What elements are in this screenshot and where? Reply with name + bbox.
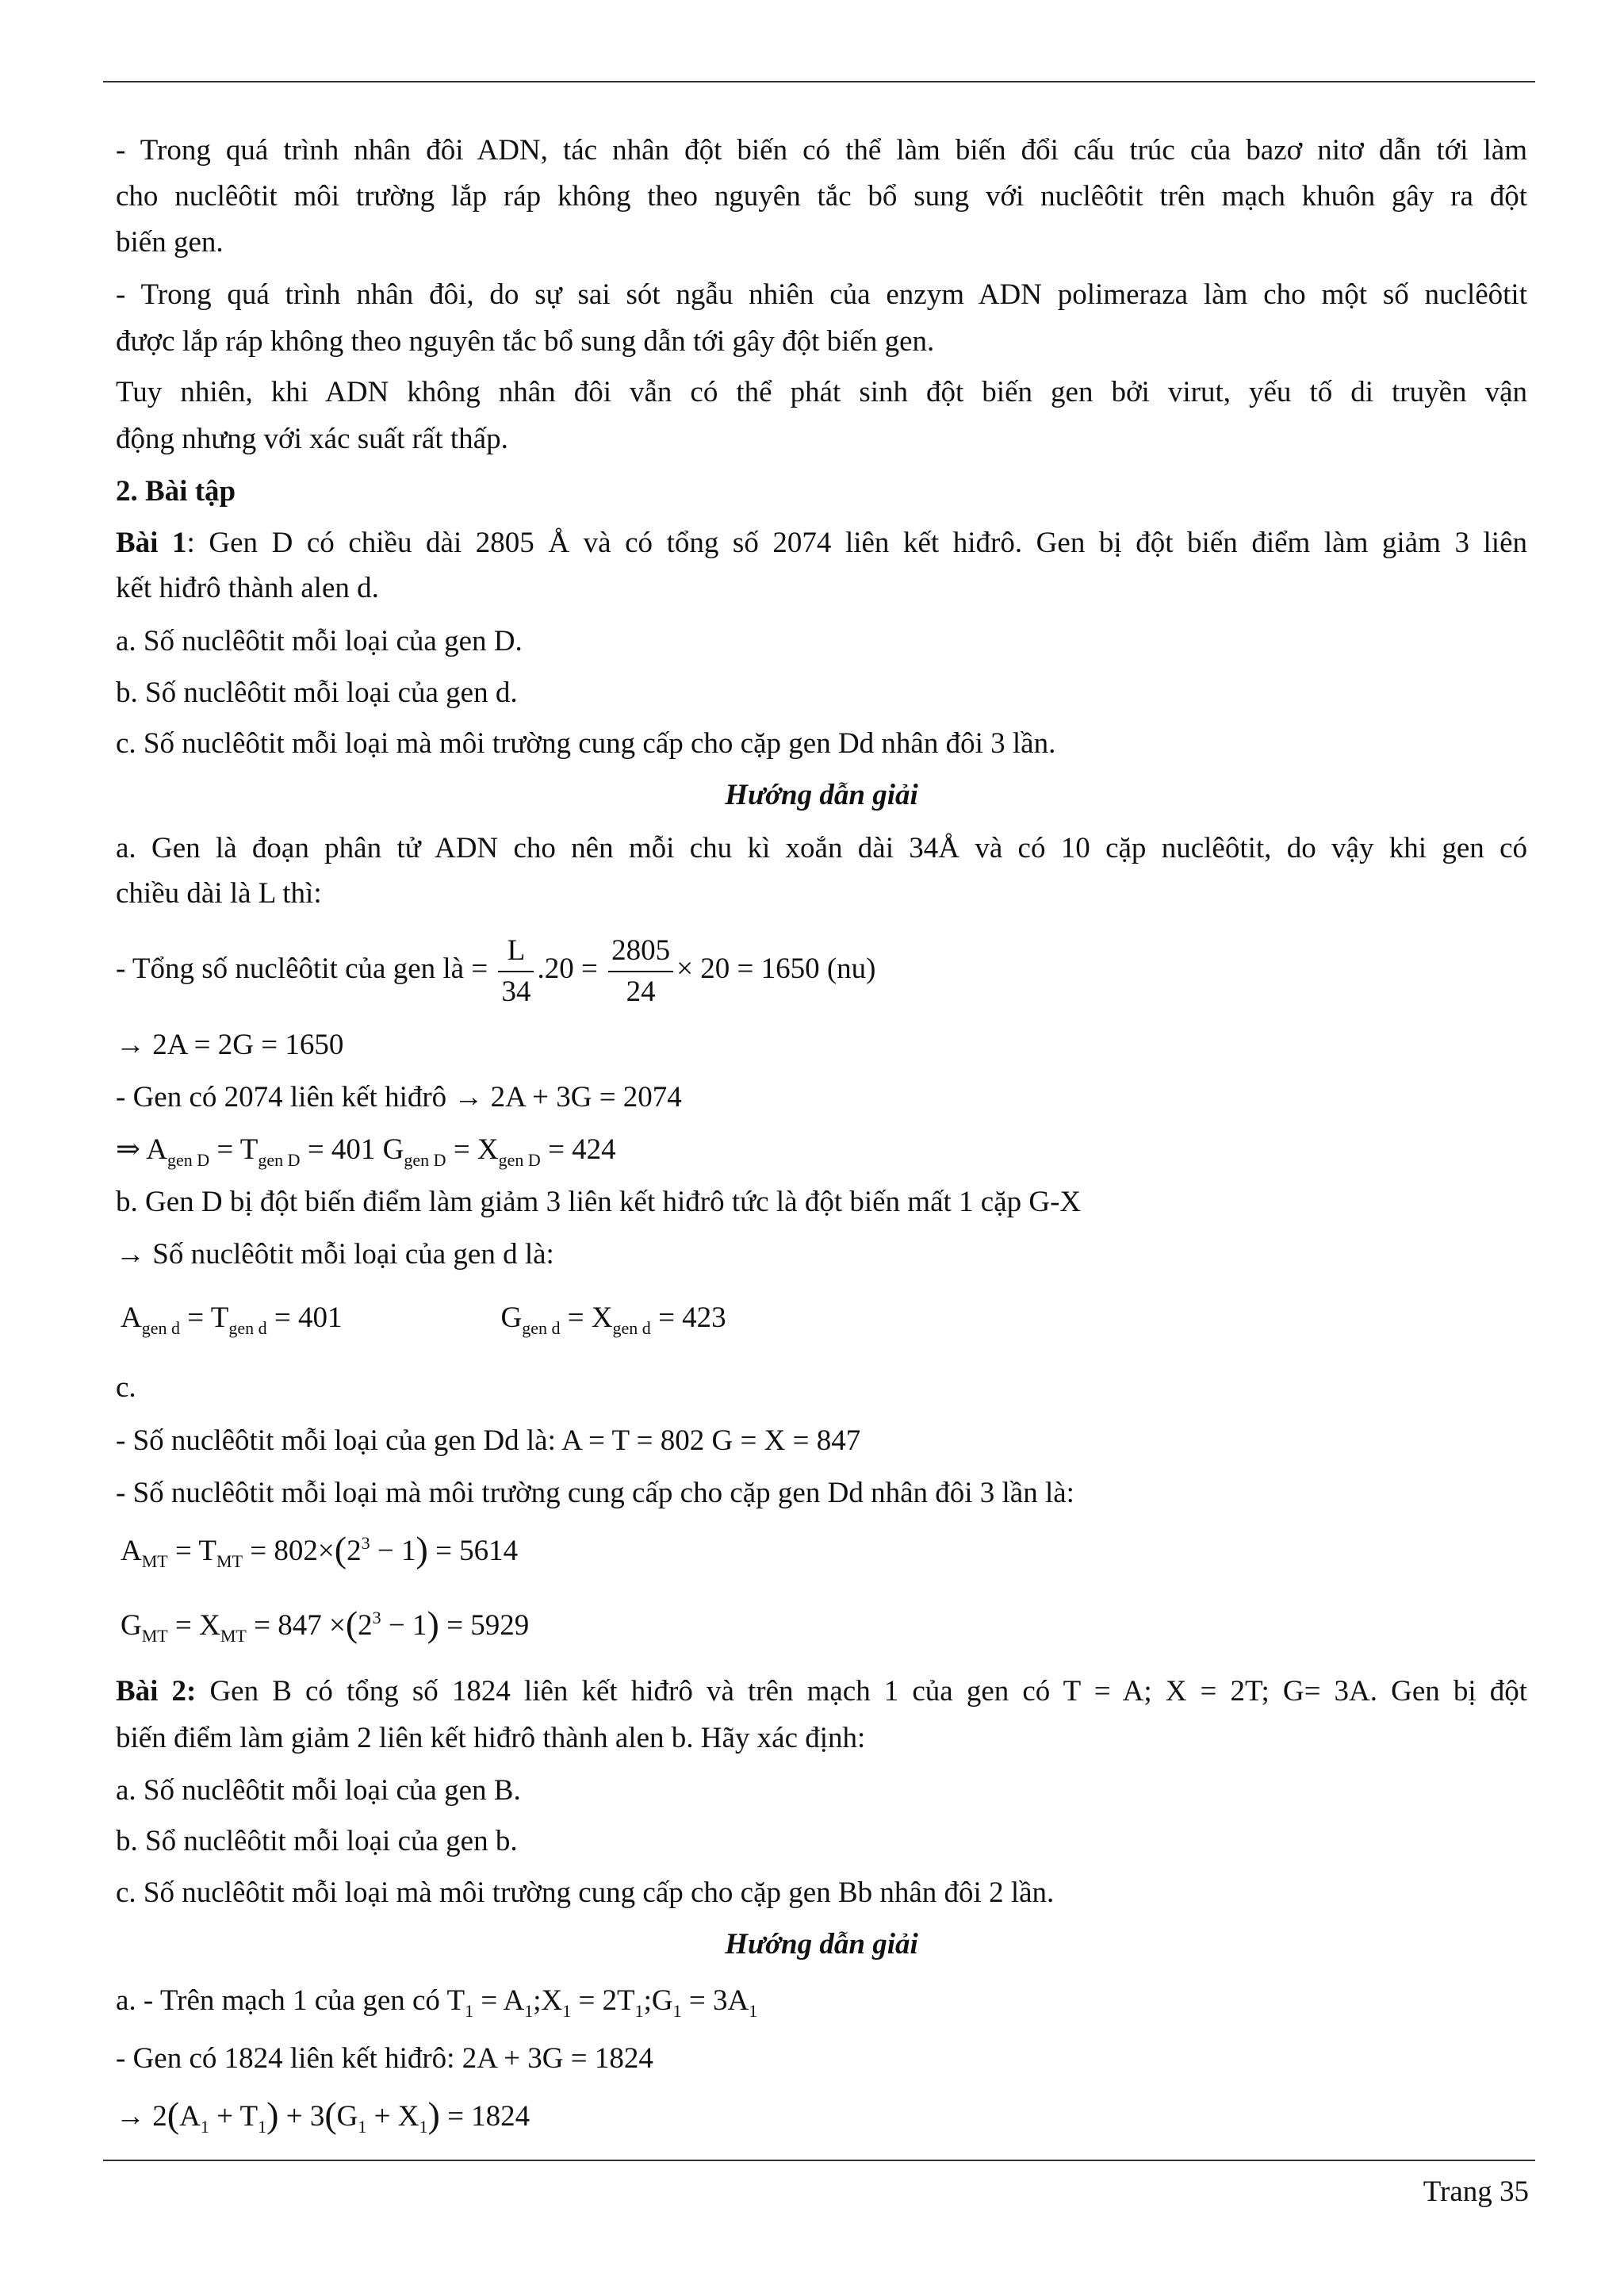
subscript: MT [216, 1551, 243, 1571]
subscript: 1 [258, 2117, 267, 2137]
text-span: Gen B có tổng số 1824 liên kết hiđrô và trên mạch 1 của gen có T = A; X = 2T; G= 3A. Gen bị đột [196, 1675, 1527, 1708]
math-text: + X [366, 2100, 419, 2133]
exercise-1-prompt [116, 526, 1527, 561]
formula-gene-D-result [116, 1133, 1527, 1170]
formula-environment-G [121, 1604, 1532, 1646]
math-text: = 3A [681, 1984, 749, 2017]
text-span: - Tổng số nuclêôtit của gen là [116, 953, 465, 985]
math-text: ) [427, 2095, 440, 2135]
math-text: − 1 [381, 1609, 427, 1642]
fraction [498, 931, 534, 1012]
math-text: G [500, 1301, 523, 1334]
math-text: A = T = 802 G = X = 847 [561, 1424, 861, 1457]
text-line: b. Gen D bị đột biến điểm làm giảm 3 liên kết hiđrô tức là đột biến mất 1 cặp G-X [116, 1186, 1082, 1218]
subscript: 1 [562, 2001, 572, 2021]
question-c: c. Số nuclêôtit mỗi loại mà môi trường cung cấp cho cặp gen Dd nhân đôi 3 lần. [116, 727, 1056, 760]
math-text: + T [209, 2100, 259, 2133]
math-text: − 1 [370, 1535, 416, 1567]
text-line: biến điểm làm giảm 2 liên kết hiđrô thành alen b. Hãy xác định: [116, 1722, 866, 1754]
math-text: = 423 [650, 1301, 726, 1334]
subscript: 1 [749, 2001, 758, 2021]
math-text: ( [324, 2095, 337, 2135]
formula-line [116, 2095, 1527, 2137]
subscript: gen d [612, 1318, 651, 1338]
subscript: 1 [465, 2001, 474, 2021]
superscript: 3 [361, 1533, 370, 1553]
subscript: gen D [498, 1150, 541, 1170]
math-text: = 5614 [427, 1535, 519, 1567]
subscript: gen D [258, 1150, 301, 1170]
text-line: động nhưng với xác suất rất thấp. [116, 423, 508, 455]
math-text: = T [167, 1535, 217, 1567]
subscript: gen d [228, 1318, 267, 1338]
solution-heading: Hướng dẫn giải [725, 779, 918, 811]
math-text: ) [427, 1604, 439, 1644]
subscript: 1 [419, 2117, 428, 2137]
math-text: 2 [347, 1535, 362, 1567]
math-text: ;X [533, 1984, 563, 2017]
math-text: = 802× [243, 1535, 335, 1567]
text-line: Tuy nhiên, khi ADN không nhân đôi vẫn có thể phát sinh đột biến gen bởi virut, yếu tố di truyền vận [116, 376, 1527, 408]
math-text: = X [560, 1301, 613, 1334]
subscript: gen d [141, 1318, 180, 1338]
math-text: → 2A + 3G = 2074 [454, 1081, 682, 1114]
text-span: : Gen D có chiều dài 2805 Å và có tổng số 2074 liên kết hiđrô. Gen bị đột biến điểm làm giảm 3 liên [186, 527, 1527, 559]
math-text: G [336, 2100, 358, 2133]
math-text: ;G [643, 1984, 673, 2017]
footer-rule [103, 2160, 1535, 2161]
page-number: Trang 35 [1423, 2175, 1529, 2208]
math-text: ⇒ A [116, 1133, 167, 1166]
math-text: ( [167, 2095, 180, 2135]
math-text: × 20 = 1650 (nu) [676, 953, 876, 985]
math-text: = A [473, 1984, 525, 2017]
numerator: 2805 [608, 931, 673, 972]
math-expression [446, 1984, 758, 2021]
text-span: - Gen có 2074 liên kết hiđrô [116, 1081, 447, 1114]
formula-environment-A [121, 1529, 1532, 1571]
math-text: = X [167, 1609, 220, 1642]
fraction [608, 931, 673, 1012]
math-text: T [446, 1984, 465, 2017]
math-text: = 401 [266, 1301, 343, 1334]
math-text: G [121, 1609, 142, 1642]
math-text: = 1824 [439, 2100, 530, 2133]
exercise-2-prompt [116, 1674, 1527, 1709]
text-span: a. - Trên mạch 1 của gen có [116, 1984, 440, 2017]
numerator: L [498, 931, 534, 972]
subscript: 1 [524, 2001, 534, 2021]
subscript: 1 [634, 2001, 644, 2021]
math-text: .20 = [537, 953, 598, 985]
math-text: 2 [358, 1609, 373, 1642]
question-a: a. Số nuclêôtit mỗi loại của gen D. [116, 625, 523, 657]
question-b: b. Số nuclêôtit mỗi loại của gen d. [116, 677, 518, 709]
section-heading: 2. Bài tập [116, 475, 236, 508]
math-text: = T [180, 1301, 229, 1334]
text-line: kết hiđrô thành alen d. [116, 572, 379, 604]
text-line: c. [116, 1371, 136, 1404]
subscript: gen D [167, 1150, 210, 1170]
math-text: A [179, 2100, 201, 2133]
header-rule [103, 81, 1535, 82]
denominator: 24 [626, 975, 656, 1008]
math-text: = 847 × [246, 1609, 346, 1642]
text-span: - Số nuclêôtit mỗi loại của gen Dd là: [116, 1424, 556, 1457]
math-text: = X [446, 1133, 499, 1166]
math-text: ) [266, 2095, 279, 2135]
exercise-label: Bài 2: [116, 1675, 197, 1708]
math-text: → 2 [116, 2100, 167, 2133]
subscript: MT [141, 1551, 168, 1571]
subscript: 1 [200, 2117, 209, 2137]
text-line: - Gen có 1824 liên kết hiđrô: 2A + 3G = 1824 [116, 2042, 653, 2075]
text-line: a. Gen là đoạn phân tử ADN cho nên mỗi chu kì xoắn dài 34Å và có 10 cặp nuclêôtit, do vậy khi gen có [116, 832, 1527, 864]
formula-gene-Dd [116, 1424, 1527, 1458]
math-text: = 5929 [439, 1609, 530, 1642]
text-line: - Trong quá trình nhân đôi ADN, tác nhân đột biến có thể làm biến đổi cấu trúc của bazơ nitơ dẫn tới làm [116, 134, 1527, 167]
subscript: MT [220, 1626, 247, 1646]
math-text: = [471, 953, 488, 985]
math-text: ( [345, 1604, 358, 1644]
formula-gene-d-result [121, 1301, 1532, 1336]
math-text: ) [416, 1529, 428, 1570]
math-text: ( [334, 1529, 347, 1570]
subscript: 1 [672, 2001, 682, 2021]
exercise-label: Bài 1 [116, 527, 187, 559]
formula-hydrogen-bonds [116, 1080, 1527, 1115]
text-line: - Trong quá trình nhân đôi, do sự sai sót ngẫu nhiên của enzym ADN polimeraza làm cho một số nuclêôtit [116, 278, 1527, 311]
text-line: được lắp ráp không theo nguyên tắc bổ sung dẫn tới gây đột biến gen. [116, 325, 935, 358]
solution-heading: Hướng dẫn giải [725, 1928, 918, 1961]
subscript: 1 [358, 2117, 367, 2137]
text-line: cho nuclêôtit môi trường lắp ráp không theo nguyên tắc bổ sung với nuclêôtit trên mạch khuôn gây ra đột [116, 180, 1527, 213]
math-text: = 2T [571, 1984, 635, 2017]
text-line: - Số nuclêôtit mỗi loại mà môi trường cung cấp cho cặp gen Dd nhân đôi 3 lần là: [116, 1477, 1074, 1509]
text-line: biến gen. [116, 226, 224, 259]
denominator: 34 [501, 975, 531, 1008]
math-text: A [121, 1301, 142, 1334]
formula-line: → 2A = 2G = 1650 [116, 1029, 344, 1061]
subscript: gen D [404, 1150, 446, 1170]
question-c: c. Số nuclêôtit mỗi loại mà môi trường cung cấp cho cặp gen Bb nhân đôi 2 lần. [116, 1876, 1055, 1909]
formula-total-nucleotides [116, 922, 1527, 1017]
math-text: = 424 [540, 1133, 616, 1166]
math-text: = 401 G [300, 1133, 404, 1166]
superscript: 3 [372, 1608, 381, 1627]
text-line: → Số nuclêôtit mỗi loại của gen d là: [116, 1238, 554, 1271]
text-line: chiều dài là L thì: [116, 877, 322, 910]
question-b: b. Sổ nuclêôtit mỗi loại của gen b. [116, 1825, 518, 1857]
math-text: = T [209, 1133, 259, 1166]
math-text: + 3 [278, 2100, 325, 2133]
formula-strand-1 [116, 1984, 1527, 2021]
math-text: A [121, 1535, 142, 1567]
question-a: a. Số nuclêôtit mỗi loại của gen B. [116, 1774, 521, 1807]
subscript: MT [141, 1626, 168, 1646]
subscript: gen d [522, 1318, 561, 1338]
